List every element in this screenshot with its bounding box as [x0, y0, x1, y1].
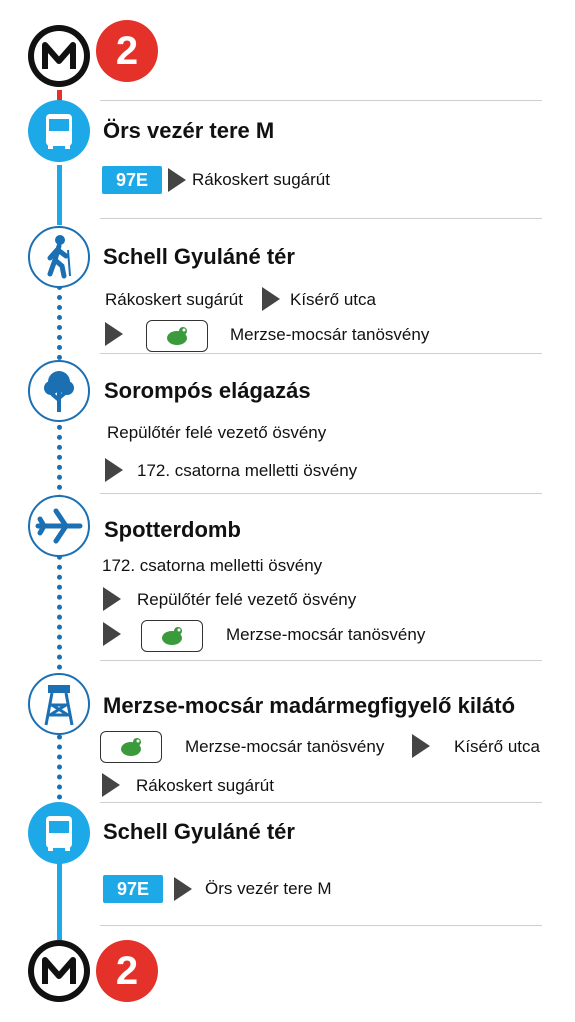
path-label: Rákoskert sugárút	[136, 776, 274, 795]
metro-line-2-badge: 2	[96, 940, 158, 1002]
frog-trail-badge[interactable]	[141, 620, 203, 652]
path-label: Repülőtér felé vezető ösvény	[107, 423, 327, 442]
separator	[100, 802, 542, 803]
bus-icon	[28, 100, 90, 162]
trail-label: Merzse-mocsár tanösvény	[226, 625, 426, 644]
bus-line-badge[interactable]: 97E	[103, 875, 163, 903]
path-from-label: Rákoskert sugárút	[105, 290, 243, 309]
arrow-right-icon	[105, 458, 123, 482]
path-label: 172. csatorna melletti ösvény	[137, 461, 358, 480]
arrow-right-icon	[262, 287, 280, 311]
frog-icon	[101, 732, 161, 762]
arrow-right-icon	[168, 168, 186, 192]
arrow-right-icon	[103, 587, 121, 611]
direction-label: Örs vezér tere M	[205, 879, 332, 898]
bus-connector-bottom	[57, 862, 62, 940]
metro-logo-icon	[28, 940, 90, 1002]
stop-title: Sorompós elágazás	[104, 378, 311, 403]
bus-line-badge[interactable]: 97E	[102, 166, 162, 194]
separator	[100, 218, 542, 219]
stop-title: Schell Gyuláné tér	[103, 244, 295, 269]
bus-connector-top	[57, 165, 62, 225]
tree-icon	[28, 360, 90, 422]
separator	[100, 353, 542, 354]
frog-icon	[147, 321, 207, 351]
metro-logo-icon	[28, 25, 90, 87]
separator	[100, 100, 542, 101]
arrow-right-icon	[105, 322, 123, 346]
stop-title: Spotterdomb	[104, 517, 241, 542]
frog-icon	[142, 621, 202, 651]
metro-line-2-badge: 2	[96, 20, 158, 82]
separator	[100, 925, 542, 926]
trail-label: Merzse-mocsár tanösvény	[230, 325, 430, 344]
airplane-icon	[28, 495, 90, 557]
arrow-right-icon	[103, 622, 121, 646]
trail-label: Merzse-mocsár tanösvény	[185, 737, 385, 756]
arrow-right-icon	[412, 734, 430, 758]
watchtower-icon	[28, 673, 90, 735]
stop-title: Schell Gyuláné tér	[103, 819, 295, 844]
path-to-label: Kísérő utca	[454, 737, 540, 756]
path-label: Repülőtér felé vezető ösvény	[137, 590, 357, 609]
stop-title: Merzse-mocsár madármegfigyelő kilátó	[103, 693, 516, 718]
hiker-icon	[28, 226, 90, 288]
arrow-right-icon	[102, 773, 120, 797]
stop-title: Örs vezér tere M	[103, 118, 275, 143]
path-label: 172. csatorna melletti ösvény	[102, 556, 323, 575]
bus-icon	[28, 802, 90, 864]
arrow-right-icon	[174, 877, 192, 901]
separator	[100, 493, 542, 494]
frog-trail-badge[interactable]	[100, 731, 162, 763]
direction-label: Rákoskert sugárút	[192, 170, 330, 189]
frog-trail-badge[interactable]	[146, 320, 208, 352]
separator	[100, 660, 542, 661]
path-to-label: Kísérő utca	[290, 290, 376, 309]
